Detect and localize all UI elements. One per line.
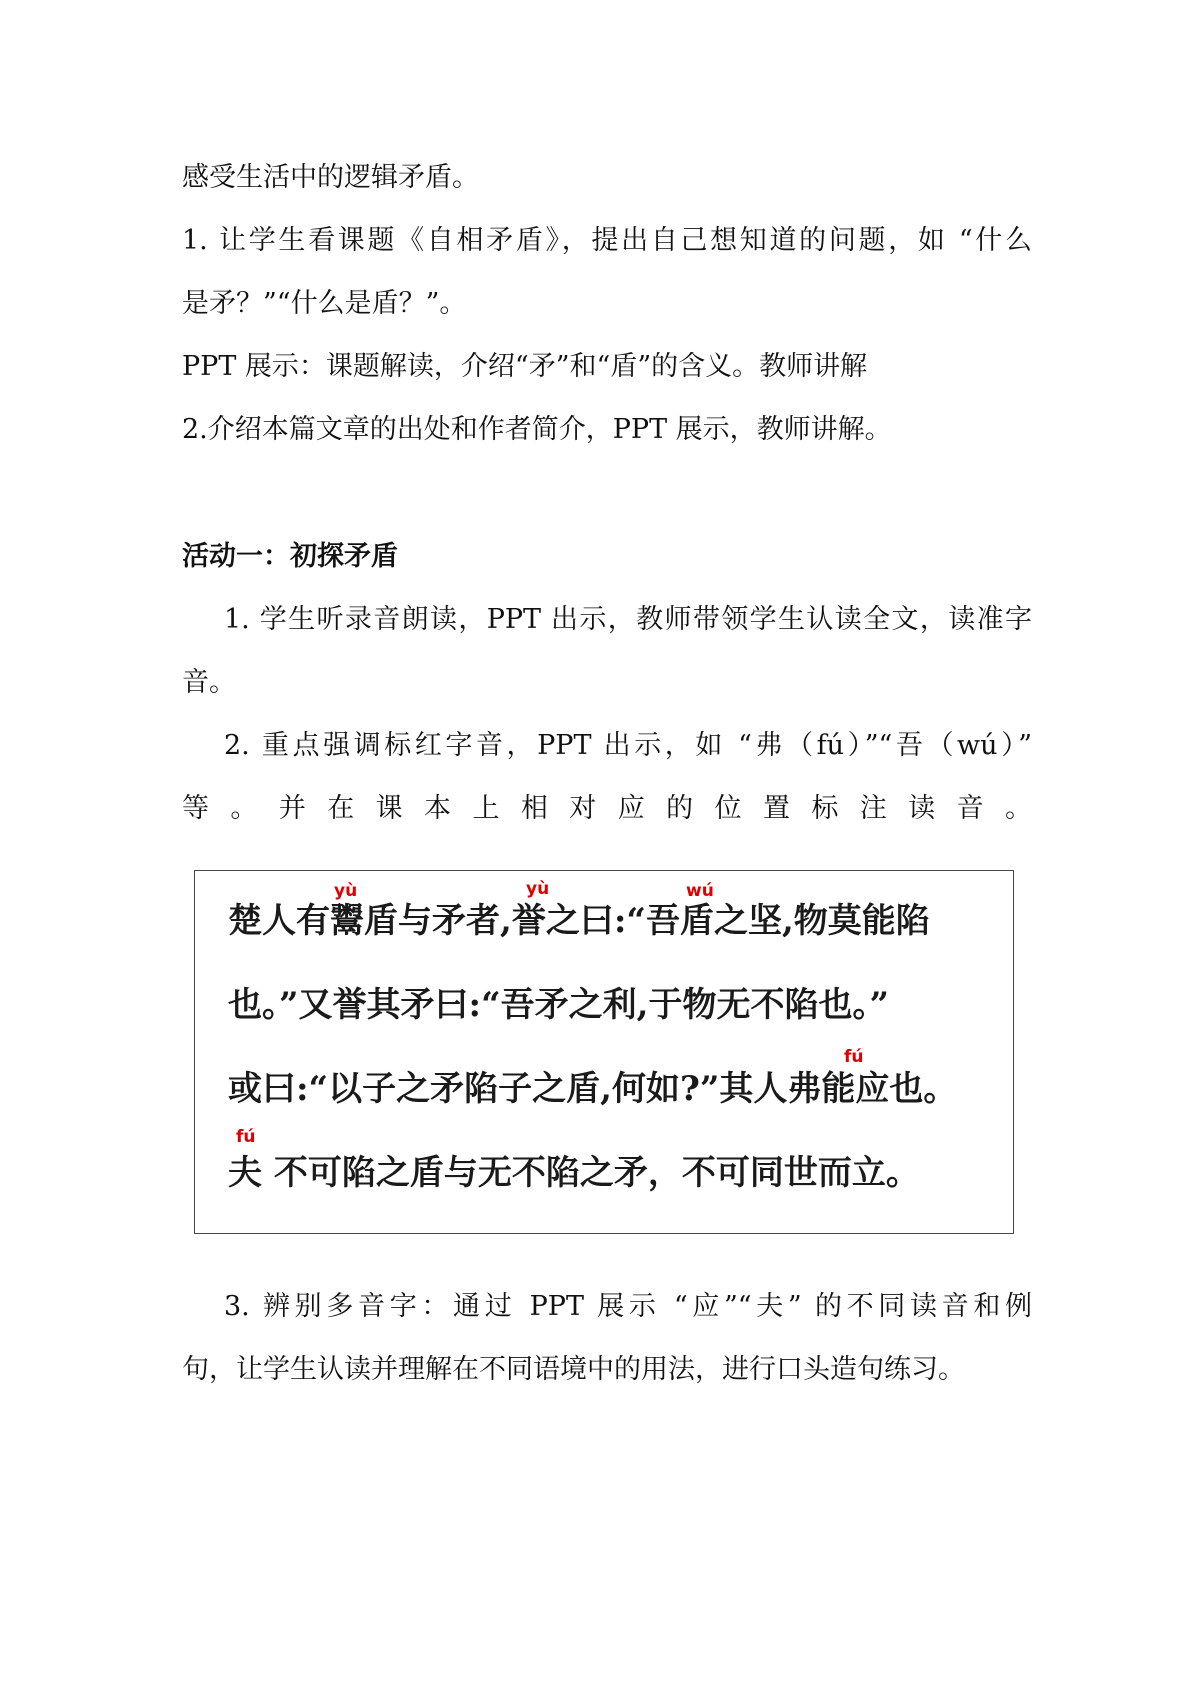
pinyin-annotation: wú (686, 881, 714, 901)
paragraph-step2: 2.介绍本篇文章的出处和作者简介，PPT 展示，教师讲解。 (182, 414, 892, 445)
paragraph-step1-line1: 1. 让学生看课题《自相矛盾》，提出自己想知道的问题，如 “什么 (182, 225, 1032, 256)
activity-step2-line1: 2. 重点强调标红字音，PPT 出示，如 “弗（fú）”“吾（wú）” (224, 730, 1032, 761)
pinyin-annotation: fú (236, 1127, 256, 1147)
pinyin-annotation: yù (334, 881, 358, 901)
paragraph-step1-line2: 是矛？”“什么是盾？”。 (182, 288, 467, 319)
paragraph-ppt-display: PPT 展示：课题解读，介绍“矛”和“盾”的含义。教师讲解 (182, 351, 868, 382)
section-heading: 活动一：初探矛盾 (182, 541, 398, 572)
activity-step1-line2: 音。 (182, 667, 236, 698)
pinyin-annotation: yù (526, 879, 550, 899)
activity-step3-line1: 3. 辨别多音字：通过 PPT 展示 “应”“夫” 的不同读音和例 (224, 1291, 1032, 1322)
text-line-1: 楚人有鬻盾与矛者,誉之曰:“吾盾之坚,物莫能陷 (228, 901, 930, 941)
activity-step3-line2: 句，让学生认读并理解在不同语境中的用法，进行口头造句练习。 (182, 1354, 965, 1385)
classical-text-box (194, 870, 1014, 1234)
text-line-2: 也。”又誉其矛曰:“吾矛之利,于物无不陷也。” (228, 985, 890, 1025)
pinyin-annotation: fú (844, 1047, 864, 1067)
activity-step2-line2: 等 。 并 在 课 本 上 相 对 应 的 位 置 标 注 读 音 。 (182, 793, 1032, 824)
activity-step1-line1: 1. 学生听录音朗读，PPT 出示，教师带领学生认读全文，读准字 (224, 604, 1032, 635)
text-line-4: 夫 不可陷之盾与无不陷之矛，不可同世而立。 (228, 1153, 920, 1193)
paragraph-intro: 感受生活中的逻辑矛盾。 (182, 162, 479, 193)
text-line-3: 或曰:“以子之矛陷子之盾,何如?”其人弗能应也。 (228, 1069, 958, 1109)
